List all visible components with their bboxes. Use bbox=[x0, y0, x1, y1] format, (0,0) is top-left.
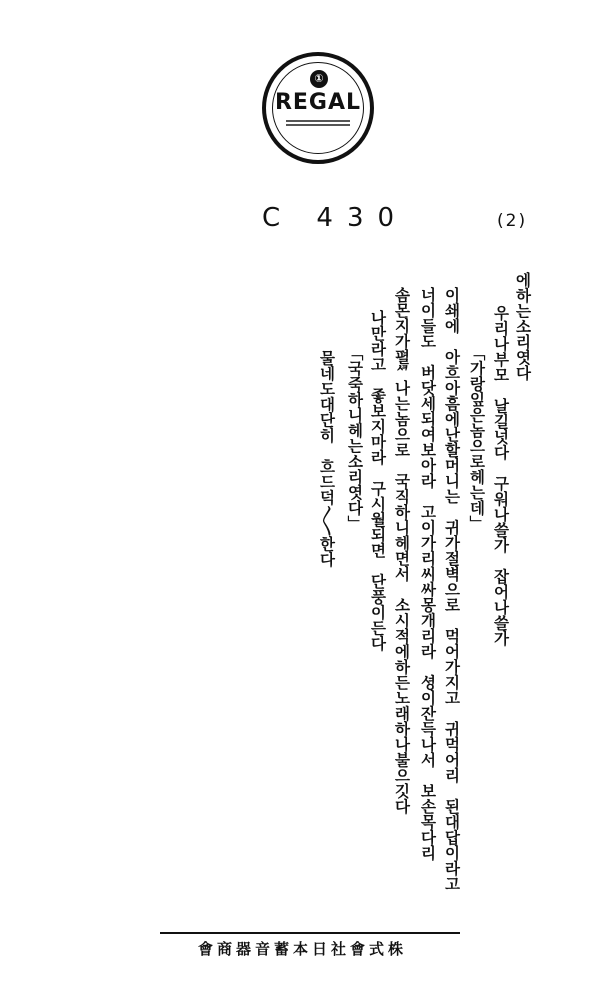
catalogue-number: C 430 bbox=[262, 203, 409, 233]
lyric-column-4: 이쇄에 아흐아흠에난할머니는 귀가절벽으로 먹어가지고 귀먹어리 된대답이라고 bbox=[442, 287, 461, 892]
lyric-column-1: 에하는소리엿다 bbox=[513, 272, 532, 381]
publisher-name: 會商器音蓄本日社會式株 bbox=[198, 940, 408, 958]
lyric-column-6: 솜몬지가펼ᄸ나는놈으로 국직하니헤면서 소시적에하든노래하나불으깃다 bbox=[392, 287, 411, 814]
lyric-column-7: 나만라고 좋보지마라 구시월되면 단풍이든다 bbox=[368, 310, 387, 651]
logo-brand-name: REGAL bbox=[274, 90, 362, 115]
footer-rule bbox=[160, 932, 460, 936]
lyric-column-3: 「가랑잎은놈으로헤는데」 bbox=[467, 345, 486, 531]
logo-fine-print bbox=[280, 118, 356, 130]
logo-emblem-icon: ① bbox=[310, 70, 328, 88]
lyric-column-2: 우리나부모 날길넛다 구워나쓸가 잡어나쓸가 bbox=[491, 305, 510, 646]
regal-label-logo bbox=[262, 52, 374, 164]
lyric-column-9: 물네도대단히 흐드덕〳〵한다 bbox=[317, 350, 336, 567]
lyric-column-5: 너이들도 버닷세되여보아라 고이가리씨싸몽개리라 셩이잔득나서 보손목다리 bbox=[418, 287, 437, 861]
lyric-column-8: 「국죽하니헤는소리엿다」 bbox=[345, 345, 364, 531]
page-number: (2) bbox=[497, 211, 528, 231]
